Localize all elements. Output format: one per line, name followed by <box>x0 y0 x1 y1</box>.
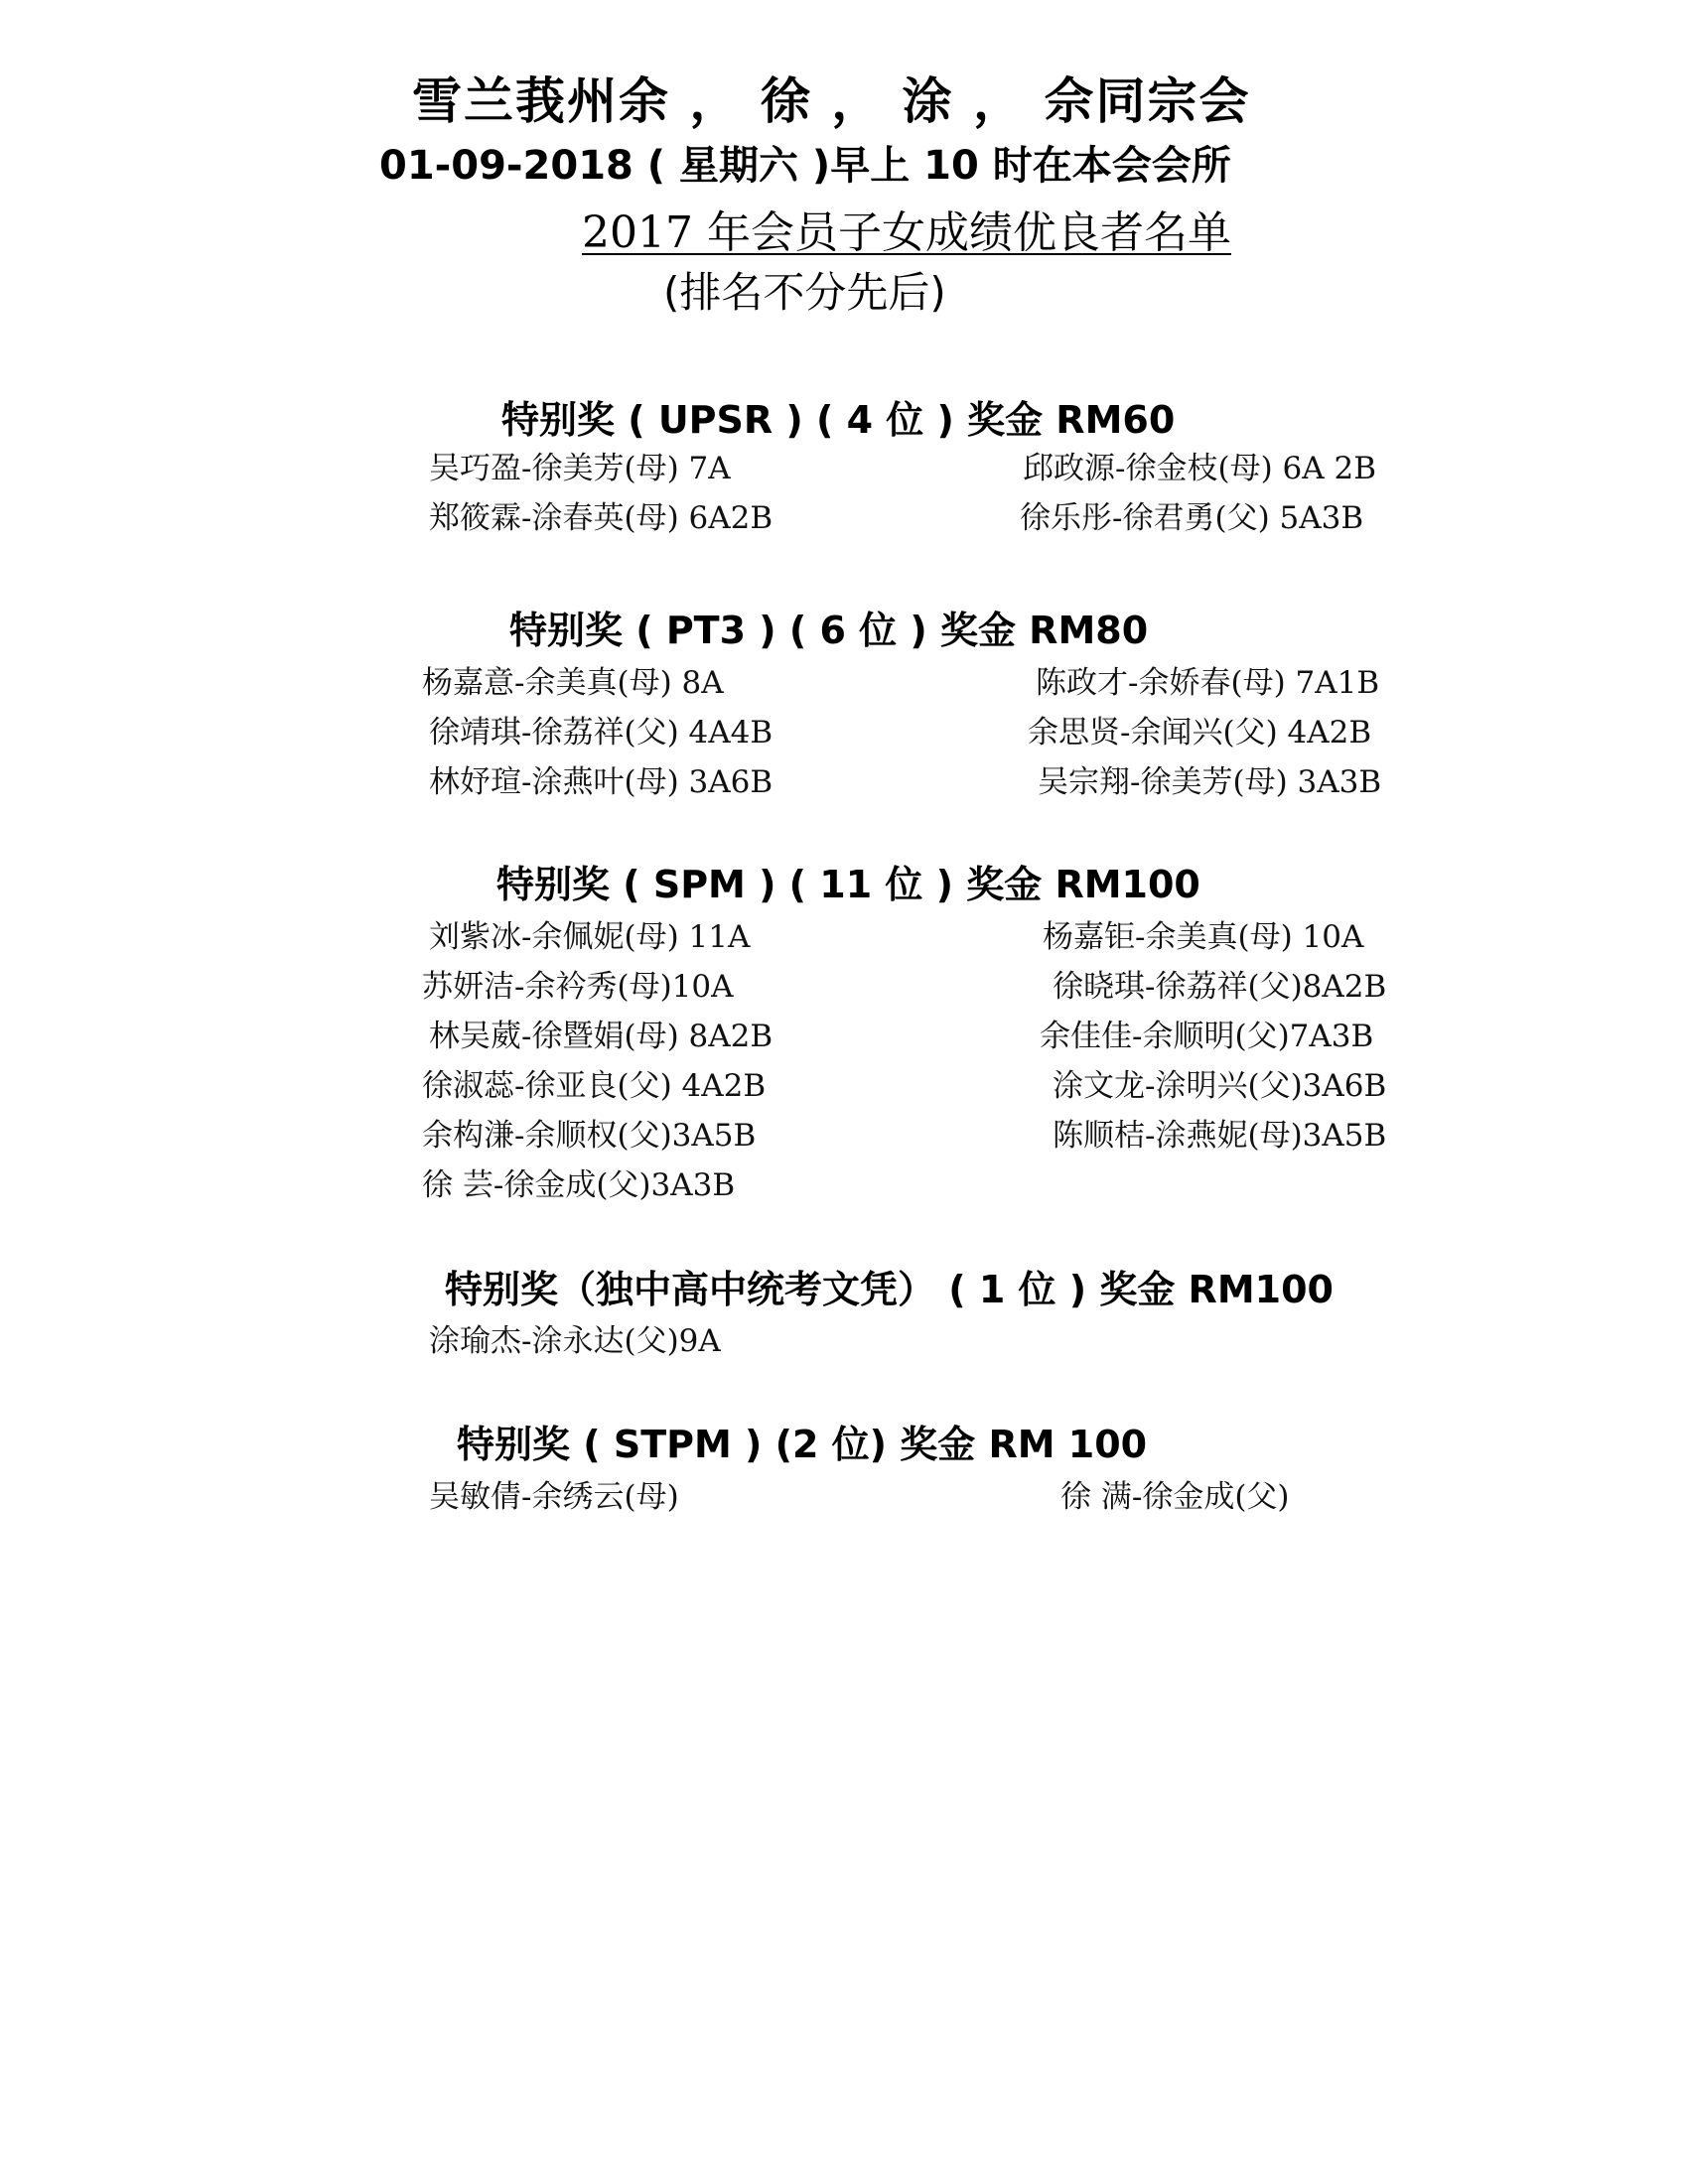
list-item: 林妤瑄-涂燕叶(母) 3A6B <box>429 764 774 800</box>
list-item: 刘紫冰-余佩妮(母) 11A <box>429 919 751 955</box>
section-title: 特别奖 ( UPSR ) ( 4 位 ) 奖金 RM60 <box>501 398 1176 442</box>
list-item: 余构溓-余顺权(父)3A5B <box>422 1118 757 1154</box>
list-item: 徐淑蕊-徐亚良(父) 4A2B <box>422 1068 767 1104</box>
list-item: 吴巧盈-徐美芳(母) 7A <box>429 451 731 486</box>
list-item: 徐乐彤-徐君勇(父) 5A3B <box>1020 500 1364 536</box>
list-item: 徐晓琪-徐荔祥(父)8A2B <box>1053 969 1387 1005</box>
list-item: 吴宗翔-徐美芳(母) 3A3B <box>1038 764 1382 800</box>
organization-name: 雪兰莪州余 ， 徐 ， 涂 ， 佘同宗会 <box>412 72 1251 130</box>
list-item: 徐 满-徐金成(父) <box>1060 1479 1290 1515</box>
document-title: 2017 年会员子女成绩优良者名单 <box>582 207 1231 258</box>
list-item: 郑筱霖-涂春英(母) 6A2B <box>429 500 774 536</box>
list-item: 杨嘉意-余美真(母) 8A <box>422 665 724 701</box>
section-title: 特别奖 ( SPM ) ( 11 位 ) 奖金 RM100 <box>496 863 1200 906</box>
list-item: 徐 芸-徐金成(父)3A3B <box>422 1167 736 1203</box>
section-title: 特别奖（独中高中统考文凭） ( 1 位 ) 奖金 RM100 <box>445 1268 1334 1311</box>
list-item: 涂瑜杰-涂永达(父)9A <box>429 1323 721 1359</box>
ranking-note: (排名不分先后) <box>663 268 946 317</box>
list-item: 徐靖琪-徐荔祥(父) 4A4B <box>429 715 774 751</box>
list-item: 林吴葳-徐暨娟(母) 8A2B <box>429 1019 774 1054</box>
list-item: 陈顺桔-涂燕妮(母)3A5B <box>1053 1118 1387 1154</box>
list-item: 涂文龙-涂明兴(父)3A6B <box>1053 1068 1387 1104</box>
list-item: 杨嘉钜-余美真(母) 10A <box>1043 919 1364 955</box>
list-item: 余佳佳-余顺明(父)7A3B <box>1040 1019 1374 1054</box>
list-item: 余思贤-余闻兴(父) 4A2B <box>1028 715 1372 751</box>
section-title: 特别奖 ( PT3 ) ( 6 位 ) 奖金 RM80 <box>509 609 1149 652</box>
event-date-line: 01-09-2018 ( 星期六 )早上 10 时在本会会所 <box>379 143 1231 189</box>
list-item: 苏妍洁-余衿秀(母)10A <box>422 969 734 1005</box>
section-title: 特别奖 ( STPM ) (2 位) 奖金 RM 100 <box>457 1423 1148 1466</box>
list-item: 吴敏倩-余绣云(母) <box>429 1479 679 1515</box>
list-item: 邱政源-徐金枝(母) 6A 2B <box>1023 451 1376 486</box>
list-item: 陈政才-余娇春(母) 7A1B <box>1036 665 1380 701</box>
